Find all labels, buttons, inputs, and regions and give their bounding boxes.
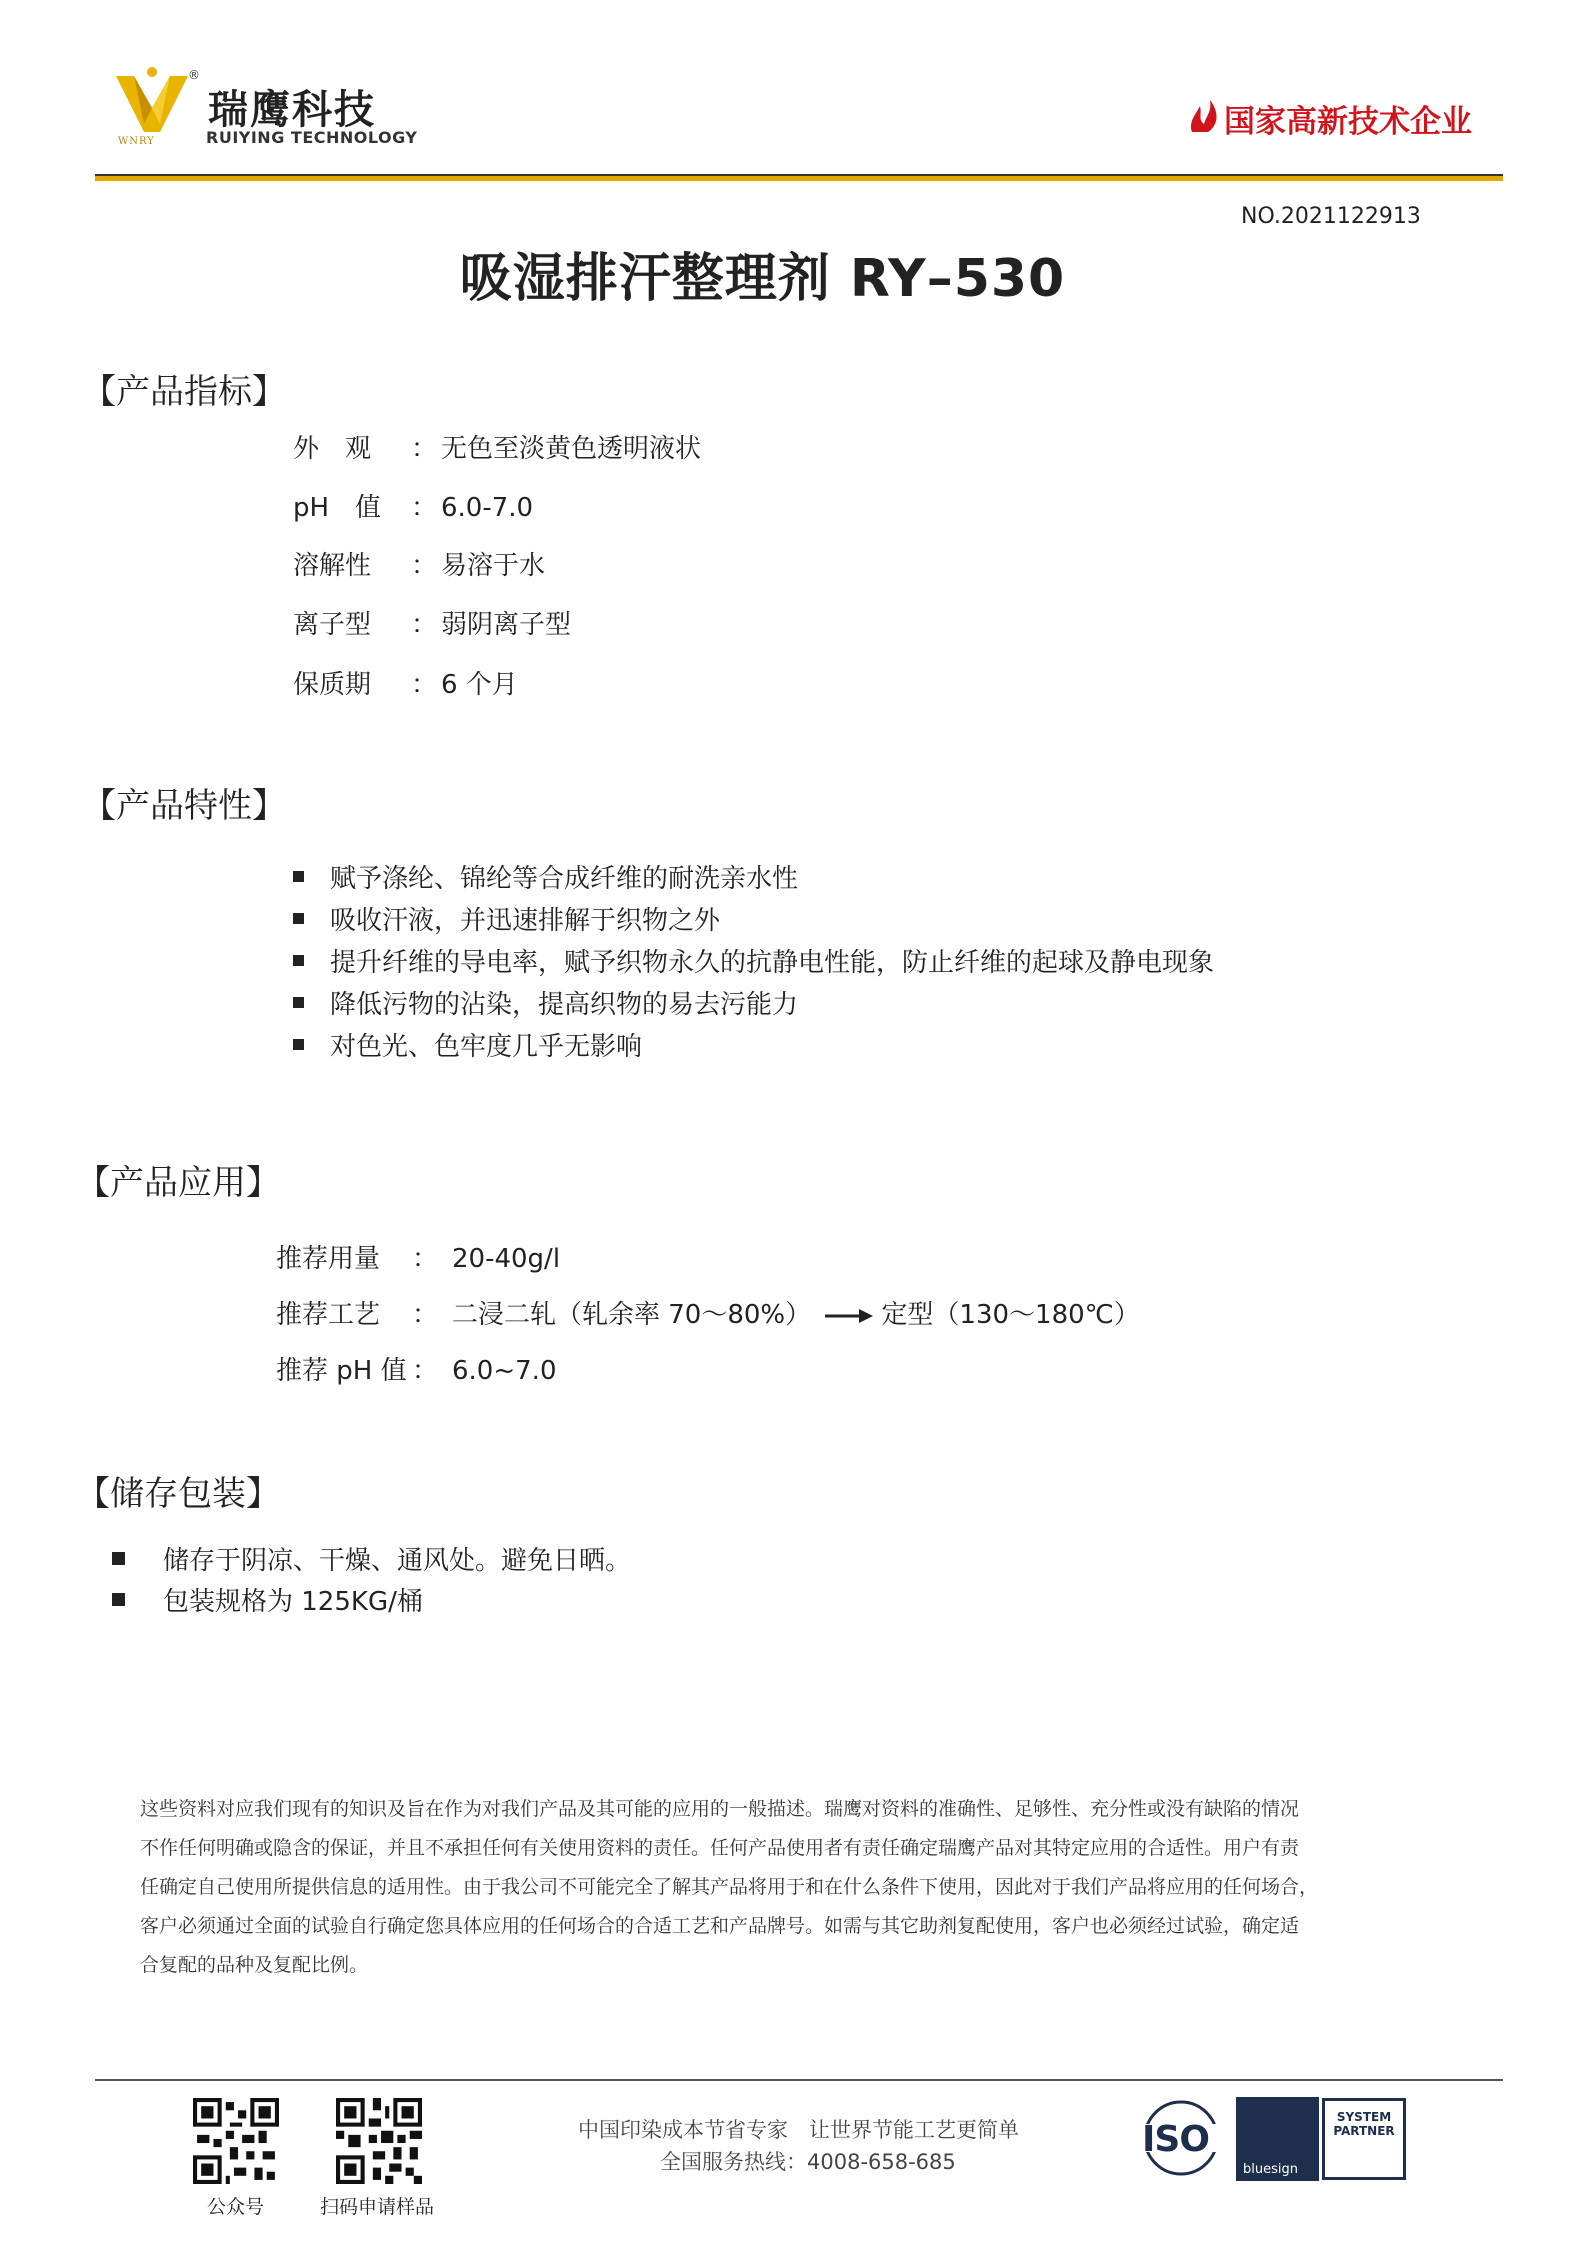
footer-rule [95,2079,1503,2081]
document-number: NO.2021122913 [1241,204,1421,229]
spec-colon: ： [411,434,438,464]
application-colon: ： [412,1300,439,1330]
application-value-2: 定型（130～180℃） [881,1300,1140,1330]
application-label: 推荐用量 [276,1244,381,1274]
section-heading-storage: 【储存包装】 [76,1474,280,1514]
storage-item: 储存于阴凉、干燥、通风处。避免日晒。 [112,1540,631,1577]
bullet-square-icon [293,997,304,1008]
iso-text: ISO [1142,2119,1209,2160]
bullet-square-icon [293,1039,304,1050]
qr-code-sample-icon[interactable] [336,2098,422,2184]
application-row [276,1294,1140,1331]
system-partner-text: SYSTEM PARTNER [1333,2110,1395,2138]
spec-value: 6.0-7.0 [441,493,534,523]
qr-label-wechat: 公众号 [207,2196,265,2218]
spec-value: 弱阴离子型 [441,610,572,640]
application-label: 推荐 pH 值 [276,1356,407,1386]
application-colon: ： [412,1244,439,1274]
spec-label: 保质期 [293,670,372,700]
spec-label: 外 观 [293,434,372,464]
arrow-right-icon [825,1307,873,1325]
bullet-square-icon [293,955,304,966]
brand-name-cn: 瑞鹰科技 [208,87,376,133]
application-value: 6.0~7.0 [452,1356,557,1386]
spec-colon: ： [411,670,438,700]
qr-label-sample: 扫码申请样品 [320,2196,435,2218]
section-heading-features: 【产品特性】 [82,786,286,826]
spec-label: 溶解性 [293,551,372,581]
footer-slogan: 中国印染成本节省专家 让世界节能工艺更简单 [578,2118,1019,2142]
application-label: 推荐工艺 [276,1300,381,1330]
feature-item: 降低污物的沾染，提高织物的易去污能力 [293,984,798,1021]
application-row [276,1350,556,1387]
section-heading-specs: 【产品指标】 [82,372,286,412]
hitech-enterprise-label: 国家高新技术企业 [1224,104,1472,140]
bullet-square-icon [293,913,304,924]
spec-value: 6 个月 [441,670,518,700]
feature-item: 赋予涤纶、锦纶等合成纤维的耐洗亲水性 [293,858,798,895]
feature-item: 提升纤维的导电率，赋予织物永久的抗静电性能，防止纤维的起球及静电现象 [293,942,1214,979]
bullet-square-icon [112,1552,125,1565]
disclaimer-text: 这些资料对应我们现有的知识及旨在作为对我们产品及其可能的应用的一般描述。瑞鹰对资料的准确性、足够性、充分性或没有缺陷的情况 不作任何明确或隐含的保证，并且不承担任何有关使用资料的责任。任何产品使用者有责任确定瑞鹰产品对其特定应用的合适性。用户有责 任确定自己使用所提供信息的适用性。由于我公司不可能完全了解其产品将用于和在什么条件下使用，因此对于我们产品将应用的任何场合， 客户必须通过全面的试验自行确定您具体应用的任何场合的合适工艺和产品牌号。如需与其它助剂复配使用，客户也必须经过试验，确定适 合复配的品种及复配比例。 [140,1798,1319,1976]
brand-abbrev: WNRY [118,136,155,147]
hitech-flame-icon [1186,94,1220,134]
registered-mark: ® [188,68,200,82]
brand-name-en: RUIYING TECHNOLOGY [206,128,418,147]
spec-row [293,545,545,582]
bullet-square-icon [293,871,304,882]
spec-label: 离子型 [293,610,372,640]
application-row [276,1238,560,1275]
ruiying-logo-icon [112,62,192,142]
bullet-square-icon [112,1593,125,1606]
qr-code-wechat-icon[interactable] [193,2098,279,2184]
spec-colon: ： [411,551,438,581]
application-value: 20-40g/l [452,1244,561,1274]
spec-colon: ： [411,610,438,640]
feature-item: 吸收汗液，并迅速排解于织物之外 [293,900,720,937]
footer-hotline: 全国服务热线：4008-658-685 [660,2150,956,2174]
page-title: 吸湿排汗整理剂 RY–530 [459,249,1066,309]
spec-value: 易溶于水 [441,551,546,581]
spec-label: pH 值 [293,493,382,523]
storage-item: 包装规格为 125KG/桶 [112,1581,423,1618]
header-rule-gold [95,176,1503,181]
spec-row [293,487,533,524]
spec-row [293,604,571,641]
spec-row [293,428,701,465]
bluesign-text: bluesign [1243,2162,1298,2177]
application-colon: ： [412,1356,439,1386]
feature-item: 对色光、色牢度几乎无影响 [293,1026,642,1063]
spec-row [293,664,518,701]
application-value: 二浸二轧（轧余率 70～80%） [452,1300,812,1330]
spec-colon: ： [411,493,438,523]
section-heading-application: 【产品应用】 [76,1163,280,1203]
spec-value: 无色至淡黄色透明液状 [441,434,702,464]
